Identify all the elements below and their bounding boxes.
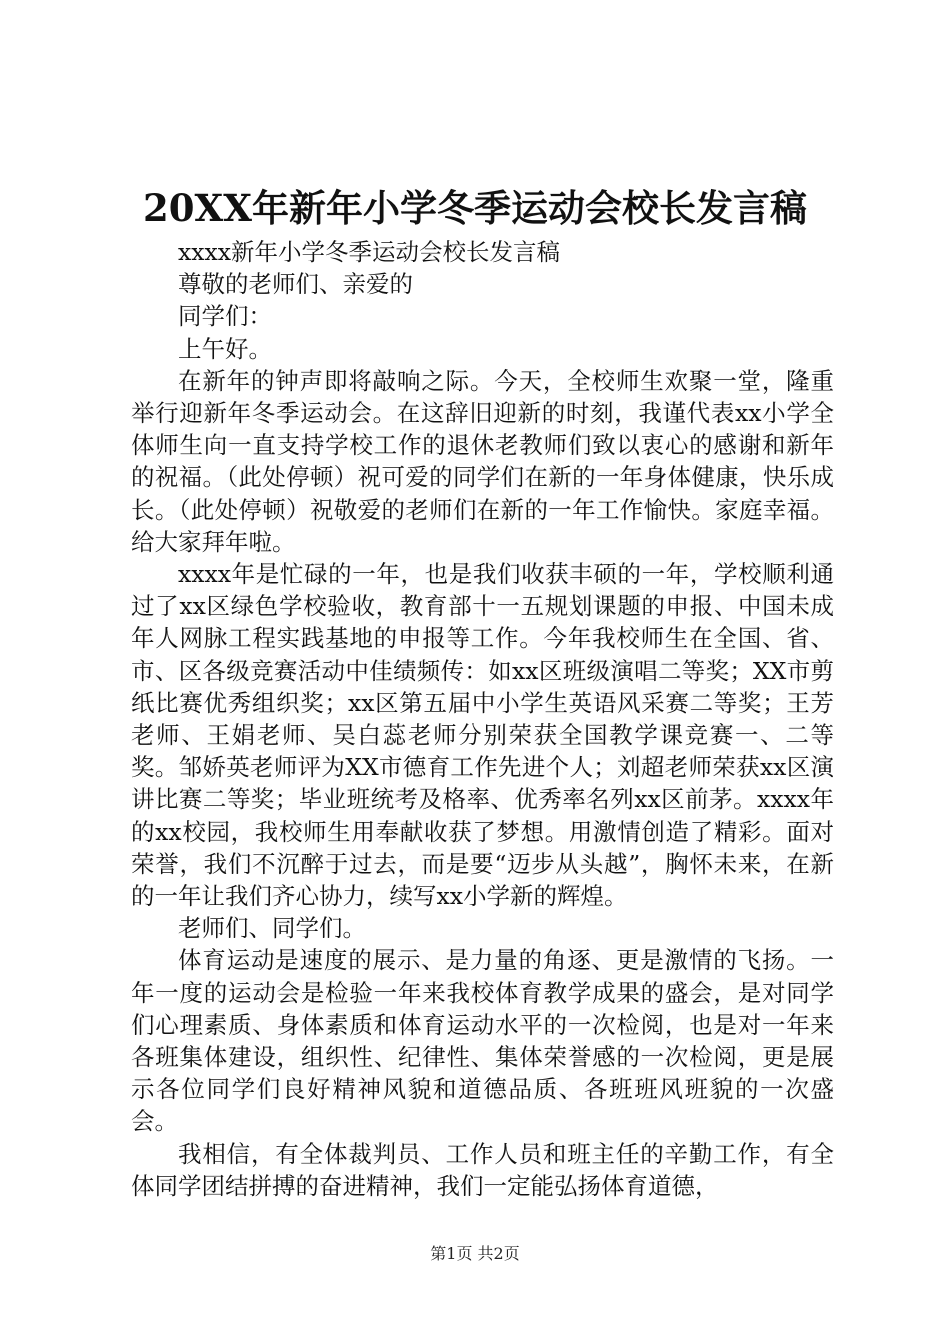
document-body <box>131 236 834 1202</box>
page-number-footer: 第1页 共2页 <box>430 1244 520 1263</box>
document-title: 20XX年新年小学冬季运动会校长发言稿 <box>143 186 807 230</box>
paragraph-address: 老师们、同学们。 <box>178 914 366 943</box>
paragraph-subtitle: xxxx新年小学冬季运动会校长发言稿 <box>178 238 561 266</box>
paragraph-salutation: 尊敬的老师们、亲爱的 <box>178 270 413 299</box>
paragraph-new-year: 在新年的钟声即将敲响之际。今天，全校师生欢聚一堂，隆重举行迎新年冬季运动会。在这辞旧迎新的时刻，我谨代表xx小学全体师生向一直支持学校工作的退休老教师们致以衷心的感谢和新年的祝福。（此处停顿）祝可爱的同学们在新的一年身体健康，快乐成长。（此处停顿）祝敬爱的老师们在新的一年工作愉快。家庭幸福。给大家拜年啦。 <box>131 366 834 556</box>
paragraph-salutation-students: 同学们： <box>178 302 272 331</box>
paragraph-belief: 我相信，有全体裁判员、工作人员和班主任的辛勤工作，有全体同学团结拼搏的奋进精神，我们一定能弘扬体育道德， <box>131 1139 834 1200</box>
paragraph-greeting: 上午好。 <box>178 334 272 363</box>
paragraph-achievements: xxxx年是忙碌的一年，也是我们收获丰硕的一年，学校顺利通过了xx区绿色学校验收，教育部十一五规划课题的申报、中国未成年人网脉工程实践基地的申报等工作。今年我校师生在全国、省、市、区各级竞赛活动中佳绩频传：如xx区班级演唱二等奖；XX市剪纸比赛优秀组织奖；xx区第五届中小学生英语风采赛二等奖；王芳老师、王娟老师、吴白蕊老师分别荣获全国教学课竞赛一、二等奖。邹娇英老师评为XX市德育工作先进个人；刘超老师荣获xx区演讲比赛二等奖；毕业班统考及格率、优秀率名列xx区前茅。xxxx年的xx校园，我校师生用奉献收获了梦想。用激情创造了精彩。面对荣誉，我们不沉醉于过去，而是要“迈步从头越”，胸怀未来，在新的一年让我们齐心协力，续写xx小学新的辉煌。 <box>131 560 834 911</box>
paragraph-sports-meaning: 体育运动是速度的展示、是力量的角逐、更是激情的飞扬。一年一度的运动会是检验一年来我校体育教学成果的盛会，是对同学们心理素质、身体素质和体育运动水平的一次检阅，也是对一年来各班集体建设，组织性、纪律性、集体荣誉感的一次检阅，更是展示各位同学们良好精神风貌和道德品质、各班班风班貌的一次盛会。 <box>131 946 834 1136</box>
